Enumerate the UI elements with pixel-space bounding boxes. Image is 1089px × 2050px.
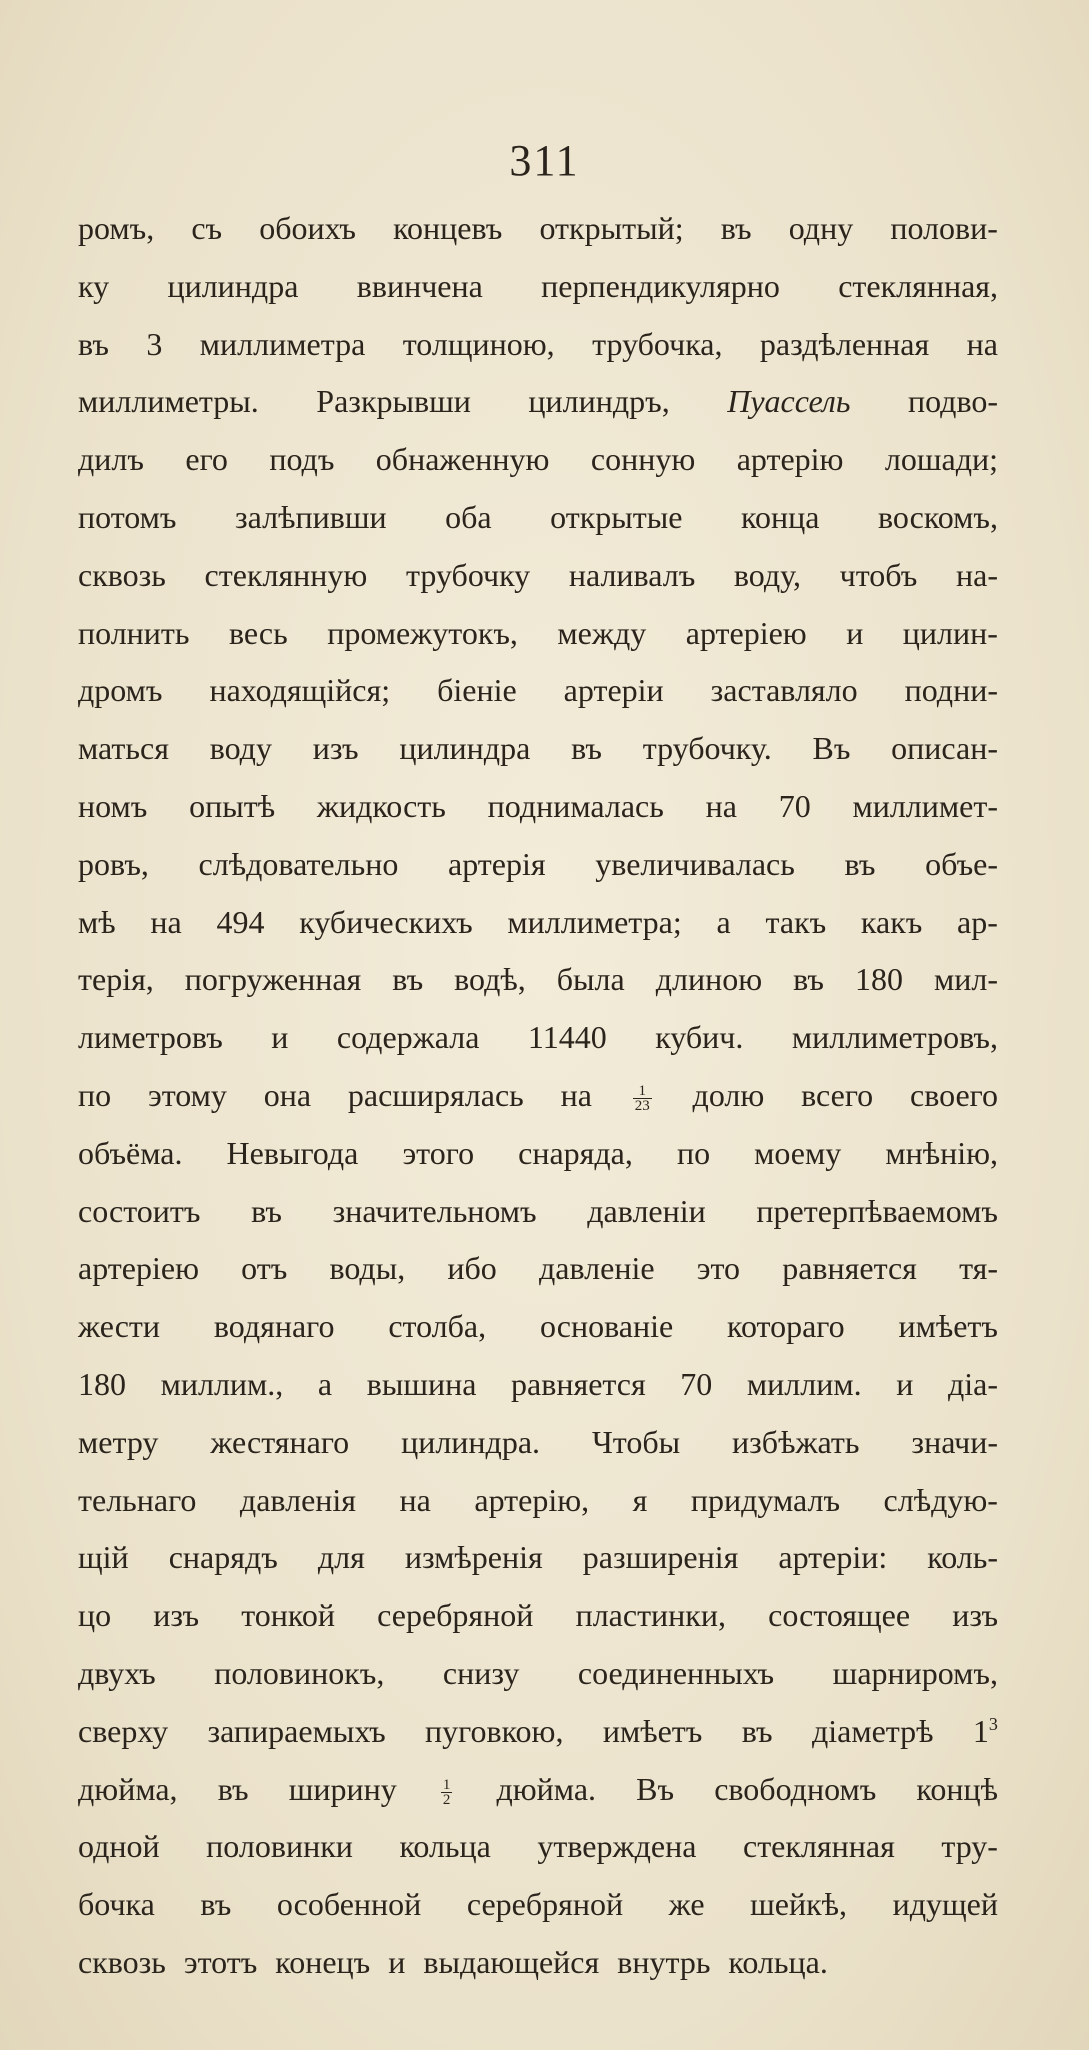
text-line (78, 200, 998, 258)
word: тонкой (241, 1597, 335, 1634)
word: толщиною, (402, 325, 555, 362)
word: терія, (78, 961, 154, 998)
word: свободномъ (714, 1770, 877, 1807)
text-line (78, 1934, 998, 1992)
word: измѣренія (404, 1539, 543, 1576)
word: артерія (448, 845, 546, 882)
word: цилиндра. (401, 1423, 541, 1460)
word: объёма. (78, 1134, 183, 1171)
word: состоящее (768, 1597, 911, 1634)
text-line (78, 489, 998, 547)
word: на (705, 787, 737, 824)
word: 11440 (527, 1019, 607, 1056)
word: же (668, 1886, 705, 1923)
word: сверху (78, 1712, 169, 1749)
word: объе- (925, 845, 998, 882)
word: промежутокъ, (327, 614, 518, 651)
word: дромъ (78, 672, 163, 709)
text-line (78, 316, 998, 374)
word: такъ (765, 903, 827, 940)
word: находящійся; (209, 672, 391, 709)
word: Невыгода (226, 1134, 359, 1171)
word: концевъ (393, 210, 503, 246)
word: и (271, 1019, 289, 1056)
word: миллим. (746, 1365, 862, 1402)
word: подни- (904, 672, 998, 709)
word: въ (392, 961, 424, 998)
word: шарниромъ, (832, 1654, 998, 1691)
word: изъ (312, 730, 359, 767)
word: 180 (78, 1365, 126, 1402)
word: значительномъ (332, 1192, 537, 1229)
word (629, 1067, 656, 1125)
word: имѣетъ (898, 1308, 998, 1345)
word: его (185, 441, 228, 478)
fraction-one-half: $\frac{1}{2}$ (442, 1776, 451, 1808)
word: идущей (892, 1886, 998, 1923)
text-line (78, 1876, 998, 1934)
word: увеличивалась (595, 845, 795, 882)
word: миллиметра; (507, 903, 682, 940)
word: діа- (947, 1365, 998, 1402)
word: слѣдовательно (198, 845, 399, 882)
word: шейкѣ, (750, 1886, 848, 1923)
word: лошади; (884, 441, 998, 478)
word: равняется (782, 1250, 917, 1287)
text-line (78, 836, 998, 894)
word: лиметровъ (78, 1019, 223, 1056)
word: оба (445, 498, 492, 535)
word: утверждена (537, 1828, 697, 1865)
word: артеріи: (778, 1539, 888, 1576)
word: жидкость (316, 787, 446, 824)
word: опытѣ (189, 787, 276, 824)
word: Пуассель (727, 383, 851, 420)
text-line (78, 1529, 998, 1587)
word: снизу (442, 1654, 520, 1691)
word: цилиндра (167, 267, 299, 304)
word: полови- (890, 210, 998, 246)
word: 70 (778, 787, 811, 824)
word: имѣетъ (602, 1712, 703, 1749)
word: одной (78, 1828, 160, 1865)
word: 70 (680, 1365, 713, 1402)
word: Чтобы (591, 1423, 681, 1460)
word: миллиметры. (78, 383, 259, 420)
word: на- (955, 556, 998, 593)
word: столба, (388, 1308, 487, 1345)
word: и (846, 614, 864, 651)
word: коль- (927, 1539, 998, 1576)
word: стеклянная, (838, 267, 998, 304)
text-line (78, 662, 998, 720)
word: половинокъ, (214, 1654, 385, 1691)
word: и (896, 1365, 914, 1402)
word: жестянаго (210, 1423, 350, 1460)
body-text (78, 200, 998, 1992)
text-line (78, 1645, 998, 1703)
word: цо (78, 1597, 112, 1634)
fraction-one-twenty-third: $\frac{1}{23}$ (634, 1083, 650, 1115)
word: моему (754, 1134, 842, 1171)
word: сквозь (78, 556, 166, 593)
word: содержала (336, 1019, 480, 1056)
word: дюйма, (78, 1770, 178, 1807)
word: была (556, 961, 625, 998)
word: серебряной (466, 1886, 624, 1923)
word: двухъ (78, 1654, 156, 1691)
word: открытый; (539, 210, 684, 246)
word: какъ (860, 903, 923, 940)
word: конца (741, 498, 820, 535)
word: вышина (366, 1365, 477, 1402)
word: мнѣнію, (885, 1134, 998, 1171)
word: дюйма. (496, 1770, 597, 1807)
word: тя- (959, 1250, 998, 1287)
text-line (78, 1240, 998, 1298)
word: номъ (78, 787, 148, 824)
word: описан- (891, 730, 998, 767)
word: трубочка, (592, 325, 723, 362)
word: въ (571, 730, 602, 767)
word: въ (251, 1192, 282, 1229)
word: метру (78, 1423, 159, 1460)
word: 13 (972, 1712, 998, 1749)
word: запираемыхъ (207, 1712, 386, 1749)
word: кубич. (655, 1019, 744, 1056)
word: воду, (733, 556, 801, 593)
word: а (716, 903, 731, 940)
word: миллиметра (199, 325, 366, 362)
word: длиною (655, 961, 763, 998)
word: кубическихъ (299, 903, 473, 940)
word: давленіе (538, 1250, 655, 1287)
word: одну (788, 210, 854, 246)
word: отъ (241, 1250, 288, 1287)
word: цилиндръ, (528, 383, 670, 420)
text-line (78, 1183, 998, 1241)
word: въ (793, 961, 824, 998)
word: претерпѣваемомъ (756, 1192, 998, 1229)
word: маться (78, 730, 169, 767)
text-line (78, 1761, 998, 1819)
word: трубочку. (642, 730, 772, 767)
word: серебряной (377, 1597, 534, 1634)
word: бочка (78, 1886, 155, 1923)
word: ширину (288, 1770, 397, 1807)
word: погруженная (184, 961, 362, 998)
text-line (78, 1356, 998, 1414)
text-line (78, 1414, 998, 1472)
word: цилиндра (399, 730, 531, 767)
word: на (966, 325, 998, 362)
text-line (78, 1125, 998, 1183)
word (437, 1761, 457, 1819)
word: поднималась (487, 787, 664, 824)
word: дилъ (78, 441, 144, 478)
word: на (399, 1481, 431, 1518)
word: въ (217, 1770, 249, 1807)
word: сквозь (78, 1943, 166, 1980)
word: особенной (276, 1886, 422, 1923)
text-line (78, 547, 998, 605)
word: воды, (329, 1250, 406, 1287)
word: половинки (206, 1828, 353, 1865)
word: водѣ, (454, 961, 526, 998)
word: біеніе (437, 672, 517, 709)
text-line (78, 1587, 998, 1645)
word: жести (78, 1308, 160, 1345)
word: пластинки, (575, 1597, 726, 1634)
word: трубочку (406, 556, 531, 593)
text-line (78, 1472, 998, 1530)
text-line (78, 1009, 998, 1067)
word: цилин- (902, 614, 998, 651)
word: въ (78, 325, 109, 362)
text-line (78, 258, 998, 316)
word: наливалъ (568, 556, 696, 593)
word: миллим., (160, 1365, 284, 1402)
word: съ (191, 210, 223, 246)
word: 494 (216, 903, 265, 940)
word: кольца. (728, 1943, 828, 1980)
word: равняется (511, 1365, 646, 1402)
text-line (78, 894, 998, 952)
word: артеріи (563, 672, 664, 709)
word: разширенія (582, 1539, 739, 1576)
word: тру- (941, 1828, 998, 1865)
word: состоитъ (78, 1192, 201, 1229)
word: въ (200, 1886, 232, 1923)
word: воскомъ, (877, 498, 998, 535)
word: обнаженную (375, 441, 550, 478)
word: Въ (812, 730, 851, 767)
word: воду (209, 730, 272, 767)
word: мѣ (78, 903, 116, 940)
word: 180 (854, 961, 903, 998)
word: мил- (933, 961, 998, 998)
word: кольца (399, 1828, 491, 1865)
word: открытые (550, 498, 683, 535)
word: котораго (727, 1308, 845, 1345)
word: 3 (146, 325, 163, 362)
word: это (696, 1250, 741, 1287)
word: этотъ (183, 1943, 258, 1980)
word: она (263, 1076, 312, 1113)
text-line (78, 373, 998, 431)
page-number: 311 (509, 136, 580, 185)
text-line (78, 778, 998, 836)
text-line (78, 1067, 998, 1125)
word: по (676, 1134, 711, 1171)
word: давленіи (587, 1192, 706, 1229)
word: раздѣленная (759, 325, 930, 362)
word: залѣпивши (235, 498, 387, 535)
word: изъ (153, 1597, 200, 1634)
word: соединенныхъ (577, 1654, 775, 1691)
word: всего (801, 1076, 874, 1113)
word: ровъ, (78, 845, 149, 882)
word: стеклянная (742, 1828, 895, 1865)
word: этому (147, 1076, 227, 1113)
word: а (317, 1365, 333, 1402)
word: миллиметровъ, (791, 1019, 998, 1056)
word: на (150, 903, 182, 940)
word: пуговкою, (425, 1712, 564, 1749)
word: выдающейся (423, 1943, 600, 1980)
word: избѣжать (732, 1423, 860, 1460)
word: этого (402, 1134, 475, 1171)
word: потомъ (78, 498, 177, 535)
word: ар- (957, 903, 998, 940)
word: по (78, 1076, 112, 1113)
word: стеклянную (204, 556, 368, 593)
word: водянаго (213, 1308, 335, 1345)
word: артерію, (474, 1481, 590, 1518)
word: тельнаго (78, 1481, 197, 1518)
word: изъ (952, 1597, 998, 1634)
word: обоихъ (259, 210, 356, 246)
text-line (78, 1818, 998, 1876)
word: артерію (736, 441, 844, 478)
word: подъ (269, 441, 335, 478)
word: значи- (911, 1423, 998, 1460)
word: расширялась (347, 1076, 524, 1113)
text-line (78, 431, 998, 489)
word: долю (692, 1076, 765, 1113)
word: концѣ (916, 1770, 998, 1807)
word: въ (741, 1712, 773, 1749)
word: внутрь (617, 1943, 711, 1980)
word: конецъ (275, 1943, 371, 1980)
word: снарядъ (168, 1539, 278, 1576)
word: на (560, 1076, 592, 1113)
word: снаряда, (518, 1134, 633, 1171)
word: своего (909, 1076, 998, 1113)
word: миллимет- (852, 787, 998, 824)
word: чтобъ (839, 556, 918, 593)
word: ромъ, (78, 210, 155, 246)
word: Разкрывши (316, 383, 471, 420)
text-line (78, 1298, 998, 1356)
word: весь (228, 614, 288, 651)
word: и (388, 1943, 406, 1980)
word: основаніе (539, 1308, 674, 1345)
word: сонную (590, 441, 696, 478)
word: я (632, 1481, 648, 1518)
word: заставляло (710, 672, 858, 709)
word: для (317, 1539, 365, 1576)
text-line (78, 951, 998, 1009)
word: артеріею (78, 1250, 199, 1287)
word: перпендикулярно (541, 267, 780, 304)
word: щій (78, 1539, 129, 1576)
word: діаметрѣ (811, 1712, 934, 1749)
word: ку (78, 267, 110, 304)
word: придумалъ (690, 1481, 841, 1518)
word: давленія (239, 1481, 356, 1518)
text-line (78, 1703, 998, 1761)
word: между (557, 614, 647, 651)
word: ввинчена (356, 267, 483, 304)
word: ибо (447, 1250, 497, 1287)
word: въ (844, 845, 876, 882)
text-line (78, 720, 998, 778)
word: слѣдую- (883, 1481, 998, 1518)
word: Въ (636, 1770, 675, 1807)
text-line (78, 605, 998, 663)
word: подво- (907, 383, 998, 420)
word: артеріею (685, 614, 807, 651)
word: въ (720, 210, 752, 246)
word: полнить (78, 614, 190, 651)
